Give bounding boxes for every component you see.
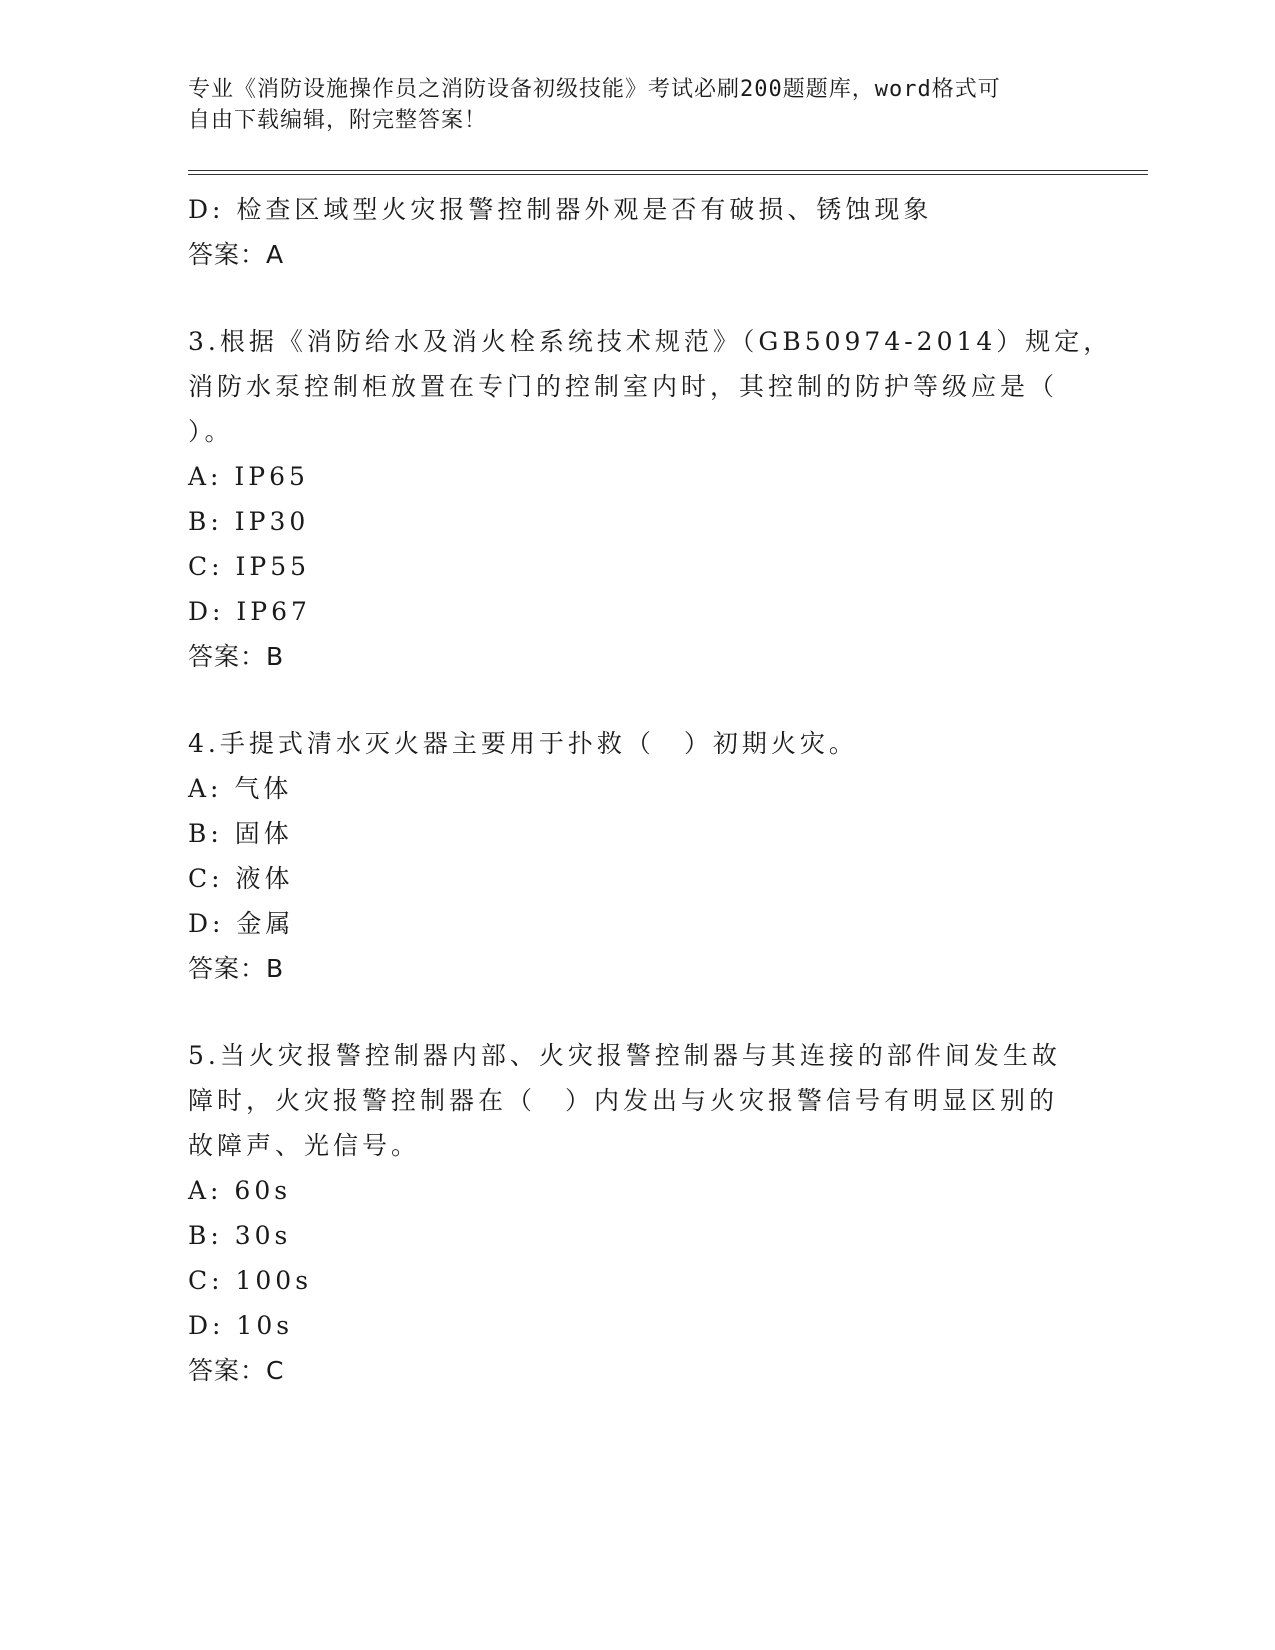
option-a: A: IP65 <box>188 462 309 491</box>
stem-line: 3.根据《消防给水及消火栓系统技术规范》（GB50974-2014）规定， <box>188 327 1113 356</box>
option-b: B: 固体 <box>188 819 293 848</box>
stem-line: 障时，火灾报警控制器在（ ）内发出与火灾报警信号有明显区别的 <box>188 1086 1059 1115</box>
option-c: C: 100s <box>188 1266 313 1295</box>
header-line-2: 自由下载编辑，附完整答案！ <box>188 108 488 133</box>
question-5 <box>188 1033 1148 1393</box>
answer: 答案：B <box>188 642 285 671</box>
question-4 <box>188 721 1148 991</box>
header-line-1: 专业《消防设施操作员之消防设备初级技能》考试必刷200题题库，word格式可 <box>188 77 1001 102</box>
stem-line: 5.当火灾报警控制器内部、火灾报警控制器与其连接的部件间发生故 <box>188 1041 1061 1070</box>
question-stem <box>188 1033 1068 1168</box>
question-3 <box>188 319 1148 679</box>
answer: 答案：A <box>188 240 285 269</box>
header-divider <box>188 170 1148 175</box>
answer: 答案：B <box>188 954 285 983</box>
option-b: B: 30s <box>188 1221 292 1250</box>
stem-line: 故障声、光信号。 <box>188 1131 421 1160</box>
option-d: D: 10s <box>188 1311 294 1340</box>
option-d: D: 金属 <box>188 909 295 938</box>
option-c: C: IP55 <box>188 552 311 581</box>
document-body <box>188 187 1148 1393</box>
document-header <box>188 0 1058 136</box>
stem-line: ）。 <box>188 417 234 446</box>
option-a: A: 60s <box>188 1176 292 1205</box>
option-d: D: IP67 <box>188 597 311 626</box>
question-stem <box>188 319 1113 454</box>
stem-line: 4.手提式清水灭火器主要用于扑救（ ）初期火灾。 <box>188 729 858 758</box>
document-page <box>188 0 1148 1393</box>
stem-line: 消防水泵控制柜放置在专门的控制室内时，其控制的防护等级应是（ <box>188 372 1059 401</box>
answer: 答案：C <box>188 1356 285 1385</box>
option-d: D: 检查区域型火灾报警控制器外观是否有破损、锈蚀现象 <box>188 195 933 224</box>
option-c: C: 液体 <box>188 864 294 893</box>
question-stem <box>188 721 1068 766</box>
option-a: A: 气体 <box>188 774 293 803</box>
option-b: B: IP30 <box>188 507 310 536</box>
question-2-continuation <box>188 187 1148 277</box>
